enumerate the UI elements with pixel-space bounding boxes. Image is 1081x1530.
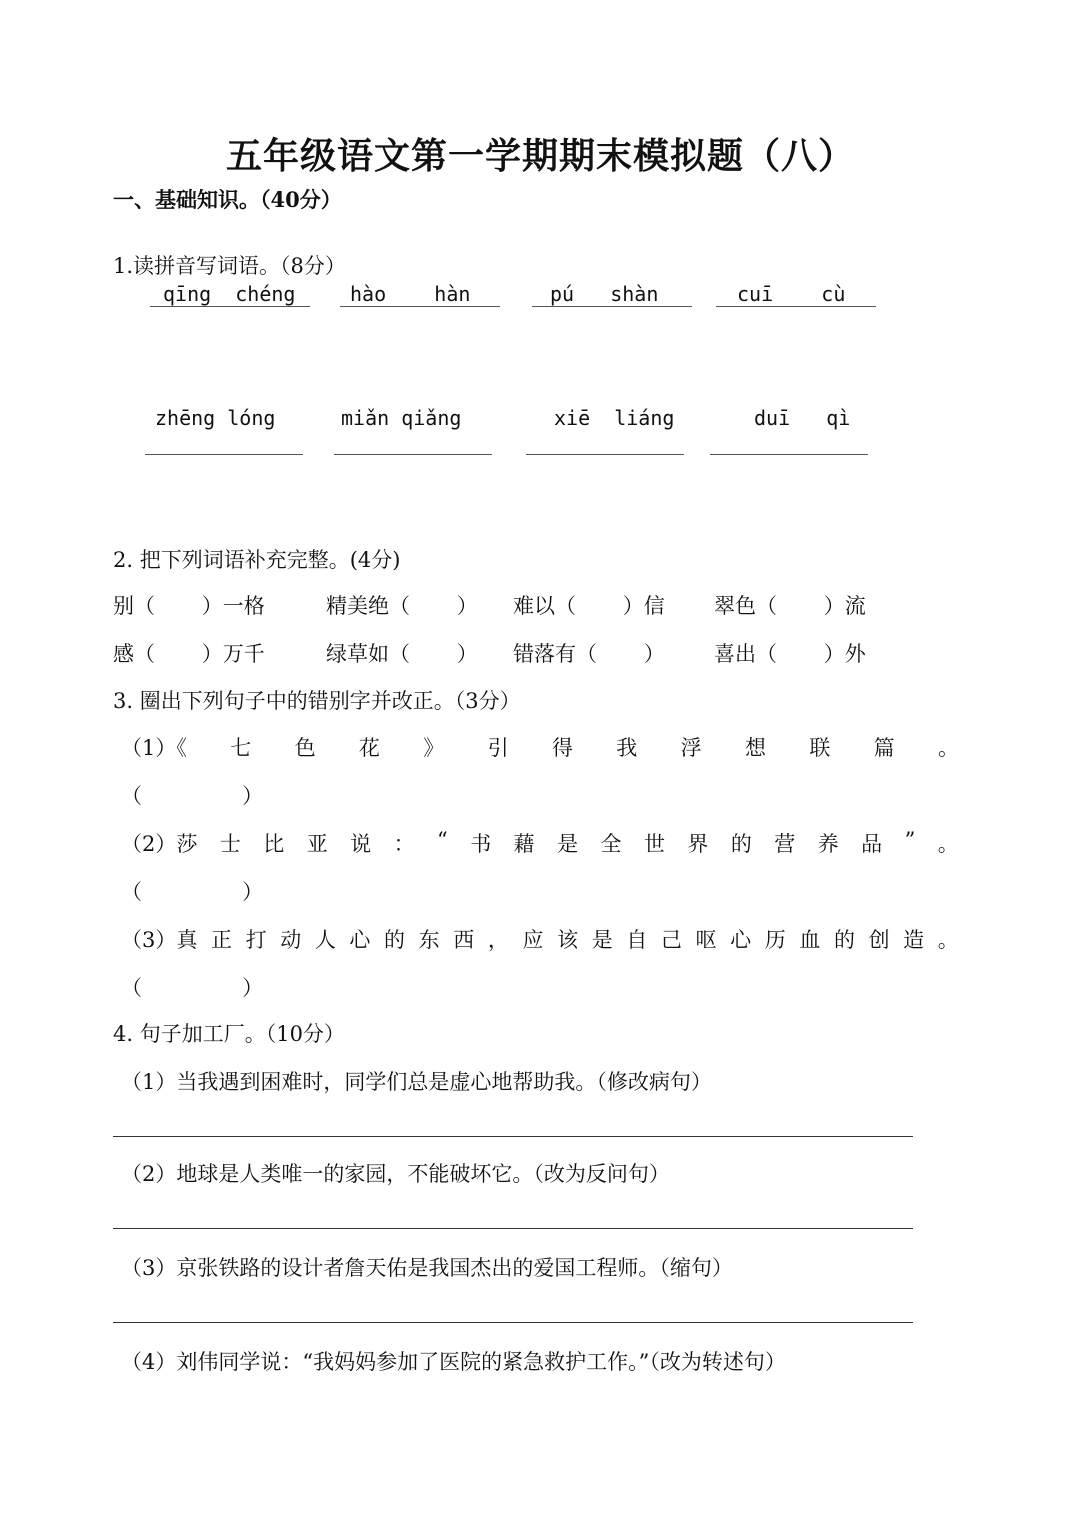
sentence-char: 西: [453, 928, 475, 952]
sentence-char: 的: [833, 928, 855, 952]
sentence-char: 想: [744, 736, 766, 760]
pinyin-item: duī qì: [754, 406, 851, 430]
pinyin-item: pú shàn: [550, 282, 659, 306]
sentence-char: 该: [557, 928, 579, 952]
sentence-char: 联: [809, 736, 831, 760]
sentence-char: 得: [551, 736, 573, 760]
q4-item-4: （4）刘伟同学说：“我妈妈参加了医院的紧急救护工作。”（改为转述句）: [121, 1350, 786, 1374]
sentence-char: ”: [904, 828, 916, 852]
sentence-char: 藉: [513, 832, 535, 856]
correction-parentheses[interactable]: （ ）: [121, 976, 264, 1000]
answer-underline[interactable]: [334, 454, 492, 455]
pinyin-item: cuī cù: [737, 282, 846, 306]
answer-line[interactable]: [113, 1136, 913, 1137]
fill-blank-item[interactable]: 难以（ ）信: [513, 594, 665, 618]
sentence-char: 说: [350, 832, 372, 856]
sentence-char: 。: [938, 736, 959, 760]
sentence-char: 书: [470, 832, 492, 856]
sentence-char: 应: [522, 928, 544, 952]
sentence-char: 的: [730, 832, 752, 856]
pinyin-item: hào hàn: [350, 282, 471, 306]
answer-line[interactable]: [113, 1228, 913, 1229]
sentence-char: 打: [245, 928, 267, 952]
answer-underline[interactable]: [710, 454, 868, 455]
sentence-char: 己: [660, 928, 682, 952]
q2-label: 2. 把下列词语补充完整。(4分): [113, 548, 401, 572]
sentence-char: 界: [687, 832, 709, 856]
sentence-char: 心: [349, 928, 371, 952]
sentence-char: 养: [817, 832, 839, 856]
sentence-char: 七: [230, 736, 252, 760]
sentence-char: 色: [294, 736, 316, 760]
sentence-char: 心: [730, 928, 752, 952]
answer-underline[interactable]: [532, 306, 692, 307]
sentence-char: 呕: [695, 928, 717, 952]
pinyin-item: zhēng lóng: [155, 406, 276, 430]
sentence-char: 世: [643, 832, 665, 856]
correction-parentheses[interactable]: （ ）: [121, 784, 264, 808]
sentence-char: 》: [423, 736, 445, 760]
answer-underline[interactable]: [716, 306, 876, 307]
sentence-char: 浮: [680, 736, 702, 760]
sentence-char: 营: [774, 832, 796, 856]
sentence-char: 。: [937, 832, 959, 856]
sentence-char: 全: [600, 832, 622, 856]
sentence-char: 我: [616, 736, 638, 760]
sentence-char: 东: [418, 928, 440, 952]
answer-underline[interactable]: [150, 306, 310, 307]
sentence-char: 。: [937, 928, 959, 952]
sentence-char: ：: [393, 832, 415, 856]
sentence-char: “: [437, 828, 448, 852]
sentence-char: 历: [764, 928, 786, 952]
sentence-char: 动: [280, 928, 302, 952]
fill-blank-item[interactable]: 感（ ）万千: [113, 642, 265, 666]
pinyin-item: xiē liáng: [554, 406, 675, 430]
sentence-char: （3）真: [121, 928, 198, 952]
sentence-char: 人: [314, 928, 336, 952]
sentence-char: 篇: [873, 736, 895, 760]
sentence-char: 血: [799, 928, 821, 952]
answer-underline[interactable]: [340, 306, 500, 307]
sentence-char: 造: [903, 928, 925, 952]
answer-line[interactable]: [113, 1322, 913, 1323]
sentence-char: （1）《: [121, 736, 187, 760]
pinyin-item: qīng chéng: [163, 282, 296, 306]
fill-blank-item[interactable]: 喜出（ ）外: [714, 642, 866, 666]
sentence-char: 创: [868, 928, 890, 952]
sentence-char: 亚: [306, 832, 328, 856]
sentence-char: 品: [861, 832, 883, 856]
fill-blank-item[interactable]: 绿草如（ ）: [326, 642, 478, 666]
sentence-char: 士: [219, 832, 241, 856]
page-title: 五年级语文第一学期期末模拟题（八）: [225, 135, 855, 177]
sentence-char: 引: [487, 736, 509, 760]
sentence-char: ，: [487, 928, 509, 952]
q4-item-1: （1）当我遇到困难时，同学们总是虚心地帮助我。（修改病句）: [121, 1070, 712, 1094]
pinyin-item: miǎn qiǎng: [341, 406, 462, 430]
correction-parentheses[interactable]: （ ）: [121, 880, 264, 904]
q4-item-3: （3）京张铁路的设计者詹天佑是我国杰出的爱国工程师。（缩句）: [121, 1256, 733, 1280]
sentence-char: 的: [384, 928, 406, 952]
q3-sentence-3: [121, 924, 959, 954]
q3-sentence-2: [121, 828, 959, 858]
q1-label: 1.读拼音写词语。（8分）: [113, 254, 346, 278]
section-heading-basics: 一、基础知识。（40分）: [113, 187, 342, 212]
fill-blank-item[interactable]: 翠色（ ）流: [714, 594, 866, 618]
answer-underline[interactable]: [526, 454, 684, 455]
sentence-char: 自: [626, 928, 648, 952]
sentence-char: 是: [591, 928, 613, 952]
answer-underline[interactable]: [145, 454, 303, 455]
q3-label: 3. 圈出下列句子中的错别字并改正。（3分）: [113, 689, 521, 713]
sentence-char: （2）莎: [121, 832, 198, 856]
q3-sentence-1: [121, 732, 959, 762]
q4-label: 4. 句子加工厂。（10分）: [113, 1022, 345, 1046]
fill-blank-item[interactable]: 精美绝（ ）: [326, 594, 478, 618]
fill-blank-item[interactable]: 错落有（ ）: [513, 642, 665, 666]
sentence-char: 正: [210, 928, 232, 952]
fill-blank-item[interactable]: 别（ ）一格: [113, 594, 265, 618]
sentence-char: 比: [263, 832, 285, 856]
q4-item-2: （2）地球是人类唯一的家园，不能破坏它。（改为反问句）: [121, 1162, 670, 1186]
sentence-char: 花: [358, 736, 380, 760]
sentence-char: 是: [557, 832, 579, 856]
